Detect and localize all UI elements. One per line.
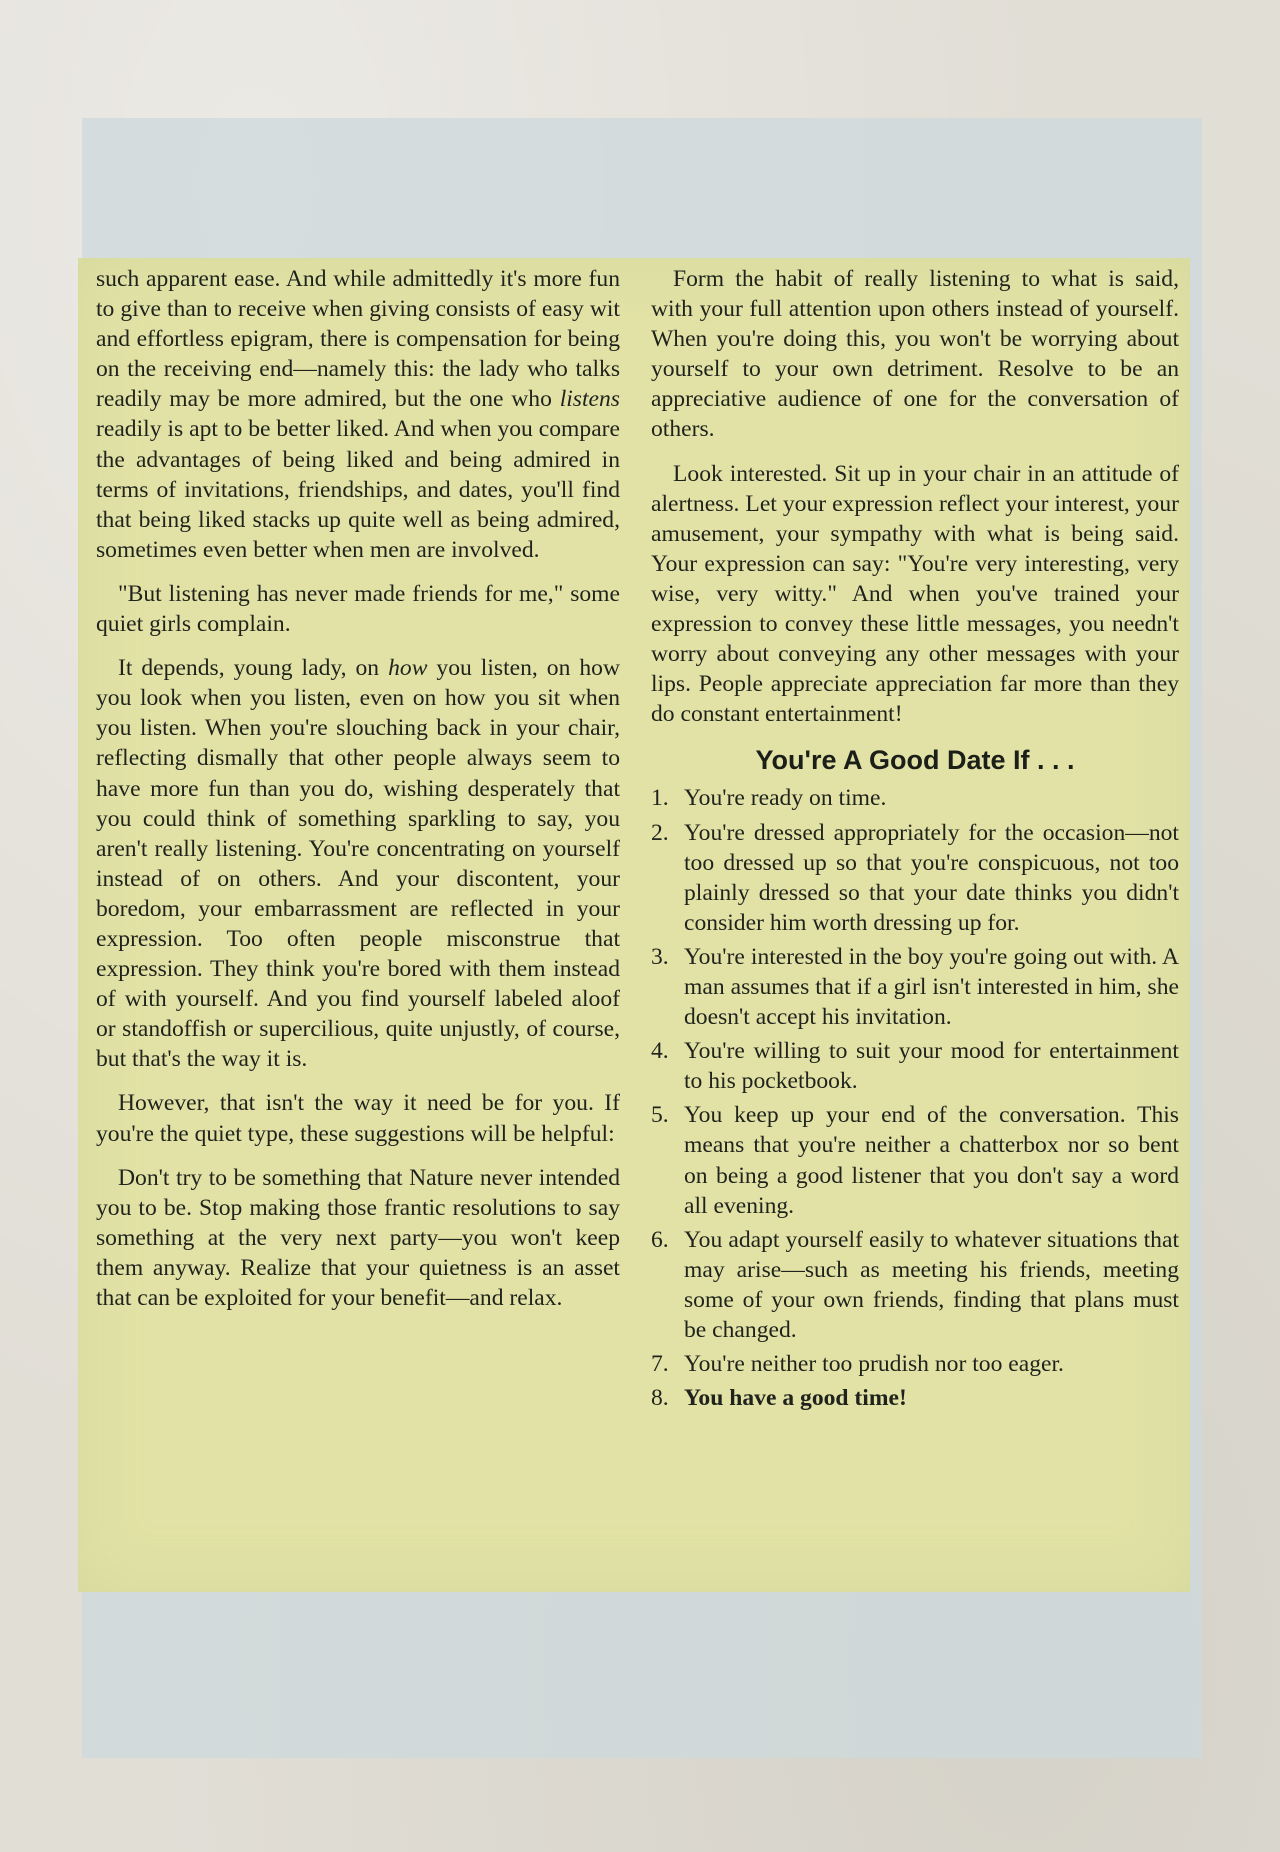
list-item: 7. You're neither too prudish nor too eager. [651, 1351, 1064, 1378]
good-date-list [651, 783, 1179, 1413]
list-item: 2. You're dressed appropriately for the occasion—not too dressed up so that you're conspicuous, not too plainly dressed so that your date thinks you didn't consider him worth dressing up for. [651, 819, 1179, 936]
left-paragraph-1: such apparent ease. And while admittedly it's more fun to give than to receive when giving consists of easy wit and effortless epigram, there is compensation for being on the receiving end—namely this: the lady who talks readily may be more admired, but the one who listens readily is apt to be better liked. And when you compare the advantages of being liked and being admired in terms of invitations, friendships, and dates, you'll find that being liked stacks up quite well as being admired, sometimes even better when men are involved. [96, 266, 620, 563]
list-item: 8. You have a good time! [651, 1385, 907, 1412]
list-item: 3. You're interested in the boy you're going out with. A man assumes that if a girl isn't interested in him, she doesn't accept his invitation. [651, 943, 1179, 1031]
left-paragraph-5: Don't try to be something that Nature never intended you to be. Stop making those frantic resolutions to say something at the very next party—you won't keep them anyway. Realize that your quietness is an asset that can be exploited for your benefit—and relax. [96, 1164, 620, 1311]
right-paragraph-2: Look interested. Sit up in your chair in an attitude of alertness. Let your expression reflect your interest, your amusement, your sympathy with what is being said. Your expression can say: "You're very interesting, very wise, very witty." And when you've trained your expression to convey these little messages, you needn't worry about conveying any other messages with your lips. People appreciate appreciation far more than they do constant entertainment! [651, 460, 1179, 728]
right-paragraph-1: Form the habit of really listening to what is said, with your full attention upon others instead of yourself. When you're doing this, you won't be worrying about yourself to your own detriment. Resolve to be an appreciative audience of one for the conversation of others. [651, 266, 1179, 443]
left-paragraph-4: However, that isn't the way it need be for you. If you're the quiet type, these suggestions will be helpful: [96, 1090, 620, 1147]
good-date-heading: You're A Good Date If . . . [755, 745, 1075, 776]
list-item: 6. You adapt yourself easily to whatever situations that may arise—such as meeting his friends, meeting some of your own friends, finding that plans must be changed. [651, 1226, 1179, 1343]
left-paragraph-3: It depends, young lady, on how you listen, on how you look when you listen, even on how you sit when you listen. When you're slouching back in your chair, reflecting dismally that other people always seem to have more fun than you do, wishing desperately that you could think of something sparkling to say, you aren't really listening. You're concentrating on yourself instead of on others. And your discontent, your boredom, your embarrassment are reflected in your expression. Too often people misconstrue that expression. They think you're bored with them instead of with yourself. And you find yourself labeled aloof or standoffish or supercilious, quite unjustly, of course, but that's the way it is. [96, 655, 620, 1073]
list-item: 5. You keep up your end of the conversation. This means that you're neither a chatterbox nor so bent on being a good listener that you don't say a word all evening. [651, 1102, 1179, 1219]
list-item: 4. You're willing to suit your mood for entertainment to his pocketbook. [651, 1038, 1179, 1095]
right-column [651, 264, 1179, 1417]
list-item: 1. You're ready on time. [651, 785, 887, 812]
left-column [96, 264, 620, 1327]
left-paragraph-2: "But listening has never made friends for me," some quiet girls complain. [96, 580, 620, 638]
